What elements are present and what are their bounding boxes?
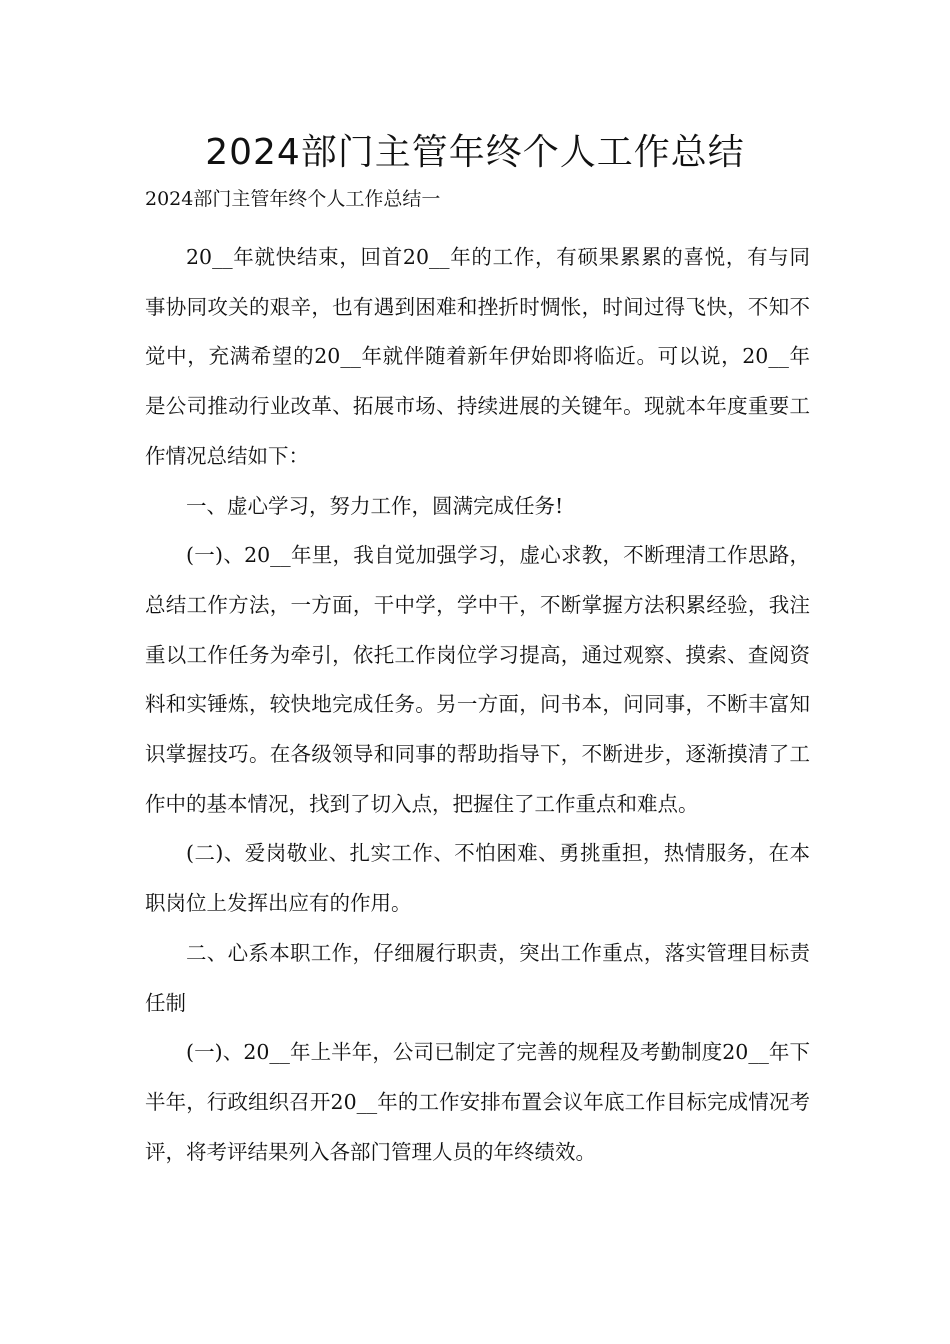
paragraph-1-1: (一)、20__年里，我自觉加强学习，虚心求教，不断理清工作思路，总结工作方法，一方面，干中学，学中干，不断掌握方法积累经验，我注重以工作任务为牵引，依托工作岗位学习提高，通过观察、摸索、查阅资料和实锤炼，较快地完成任务。另一方面，问书本，问同事，不断丰富知识掌握技巧。在各级领导和同事的帮助指导下，不断进步，逐渐摸清了工作中的基本情况，找到了切入点，把握住了工作重点和难点。 [145,543,810,816]
section-heading-2: 二、心系本职工作，仔细履行职责，突出工作重点，落实管理目标责任制 [145,940,810,1015]
document-subtitle: 2024部门主管年终个人工作总结一 [145,188,441,210]
paragraph-2-1: (一)、20__年上半年，公司已制定了完善的规程及考勤制度20__年下半年，行政组织召开20__年的工作安排布置会议年底工作目标完成情况考评，将考评结果列入各部门管理人员的年终绩效。 [145,1040,810,1164]
document-title: 2024部门主管年终个人工作总结 [205,132,745,173]
document-body [145,233,810,1177]
paragraph-1-2: (二)、爱岗敬业、扎实工作、不怕困难、勇挑重担，热情服务，在本职岗位上发挥出应有的作用。 [145,841,810,916]
section-heading-1: 一、虚心学习，努力工作，圆满完成任务! [186,493,564,518]
paragraph-intro: 20__年就快结束，回首20__年的工作，有硕果累累的喜悦，有与同事协同攻关的艰辛，也有遇到困难和挫折时惆怅，时间过得飞快，不知不觉中，充满希望的20__年就伴随着新年伊始即将临近。可以说，20__年是公司推动行业改革、拓展市场、持续进展的关键年。现就本年度重要工作情况总结如下： [145,245,810,468]
